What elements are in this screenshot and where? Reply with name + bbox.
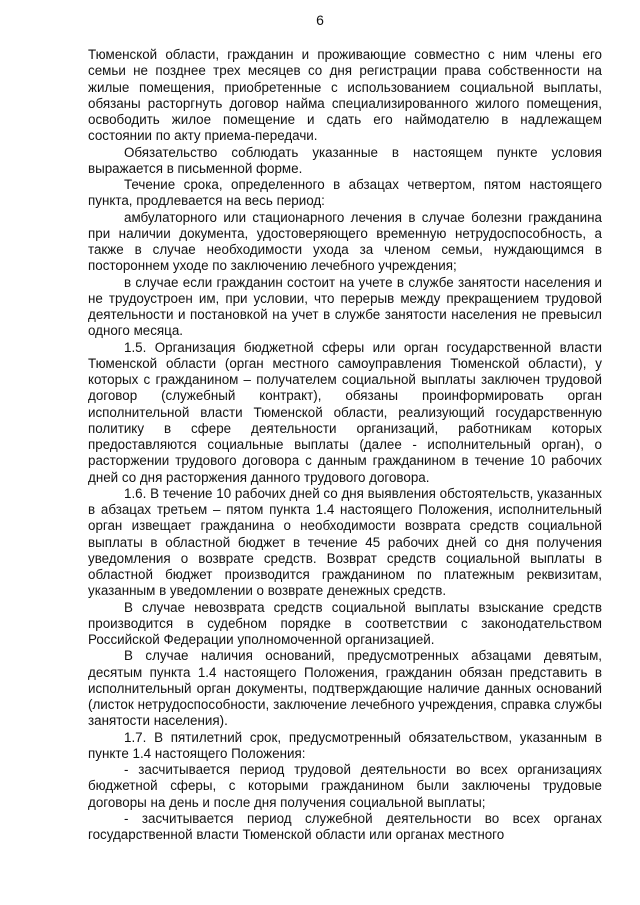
body-text bbox=[88, 47, 602, 843]
page-number: 6 bbox=[316, 12, 324, 28]
paragraph: Обязательство соблюдать указанные в настоящем пункте условия выражается в письменной форме. bbox=[88, 144, 602, 176]
paragraph: 1.5. Организация бюджетной сферы или орган государственной власти Тюменской области (орган местного самоуправления Тюменской области), у которых с гражданином – получателем социальной выплаты заключен трудовой договор (служебный контракт), обязаны проинформировать орган исполнительной власти Тюменской области, реализующий государственную политику в сфере деятельности организаций, работникам которых предоставляются социальные выплаты (далее - исполнительный орган), о расторжении трудового договора с данным гражданином в течение 10 рабочих дней со дня расторжения данного трудового договора. bbox=[88, 339, 602, 485]
paragraph: 1.6. В течение 10 рабочих дней со дня выявления обстоятельств, указанных в абзацах третьем – пятом пункта 1.4 настоящего Положения, исполнительный орган извещает гражданина о необходимости возврата средств социальной выплаты в областной бюджет в течение 45 рабочих дней со дня получения уведомления о возврате средств. Возврат средств социальной выплаты в областной бюджет производится гражданином по платежным реквизитам, указанным в уведомлении о возврате денежных средств. bbox=[88, 485, 602, 599]
paragraph: - засчитывается период трудовой деятельности во всех организациях бюджетной сферы, с которыми гражданином были заключены трудовые договоры на день и после дня получения социальной выплаты; bbox=[88, 762, 602, 810]
paragraph: В случае наличия оснований, предусмотренных абзацами девятым, десятым пункта 1.4 настоящего Положения, гражданин обязан представить в исполнительный орган документы, подтверждающие наличие данных оснований (листок нетрудоспособности, заключение лечебного учреждения, справка службы занятости населения). bbox=[88, 648, 602, 729]
paragraph: - засчитывается период служебной деятельности во всех органах государственной власти Тюменской области или органах местного bbox=[88, 810, 602, 842]
paragraph: Течение срока, определенного в абзацах четвертом, пятом настоящего пункта, продлевается на весь период: bbox=[88, 177, 602, 209]
paragraph: Тюменской области, гражданин и проживающие совместно с ним члены его семьи не позднее трех месяцев со дня регистрации права собственности на жилые помещения, приобретенные с использованием социальной выплаты, обязаны расторгнуть договор найма специализированного жилого помещения, освободить жилое помещение и сдать его наймодателю в надлежащем состоянии по акту приема-передачи. bbox=[88, 47, 602, 144]
paragraph: В случае невозврата средств социальной выплаты взыскание средств производится в судебном порядке в соответствии с законодательством Российской Федерации уполномоченной организацией. bbox=[88, 599, 602, 647]
paragraph: 1.7. В пятилетний срок, предусмотренный обязательством, указанным в пункте 1.4 настоящего Положения: bbox=[88, 729, 602, 761]
paragraph: амбулаторного или стационарного лечения в случае болезни гражданина при наличии документа, удостоверяющего временную нетрудоспособность, а также в случае необходимости ухода за членом семьи, нуждающимся в постороннем уходе по заключению лечебного учреждения; bbox=[88, 209, 602, 274]
paragraph: в случае если гражданин состоит на учете в службе занятости населения и не трудоустроен им, при условии, что перерыв между прекращением трудовой деятельности и постановкой на учет в службе занятости населения не превысил одного месяца. bbox=[88, 274, 602, 339]
